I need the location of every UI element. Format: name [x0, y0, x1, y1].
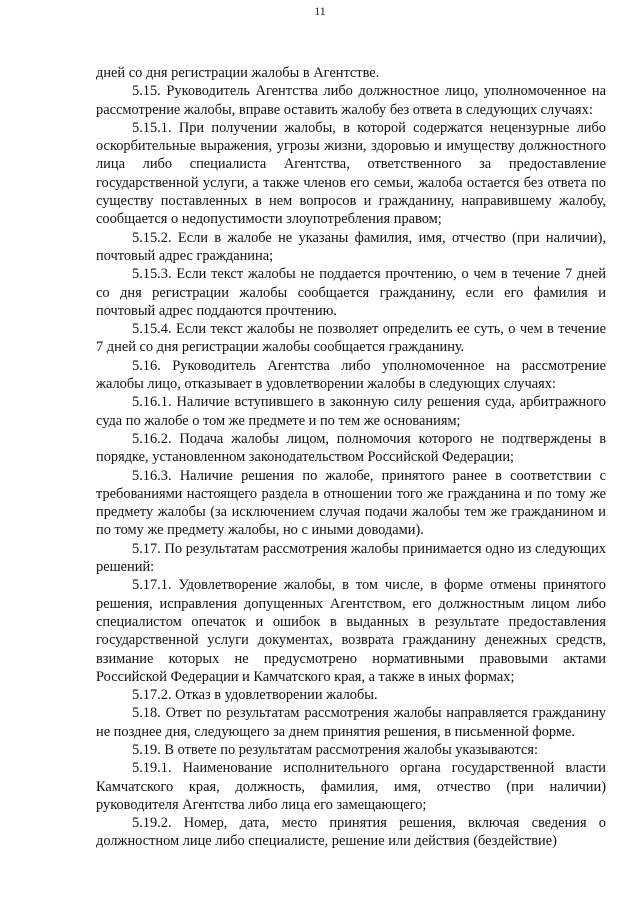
paragraph: 5.16. Руководитель Агентства либо уполномоченное на рассмотрение жалобы лицо, отказывает в удовлетворении жалобы в следующих случаях:: [96, 357, 606, 393]
paragraph: 5.16.3. Наличие решения по жалобе, принятого ранее в соответствии с требованиями настоящего раздела в отношении того же гражданина и по тому же предмету жалобы (за исключением случая подачи жалобы тем же гражданином и по тому же предмету жалобы, но с иными доводами).: [96, 467, 606, 539]
paragraph: 5.15.3. Если текст жалобы не поддается прочтению, о чем в течение 7 дней со дня регистрации жалобы сообщается гражданину, если его фамилия и почтовый адрес поддаются прочтению.: [96, 266, 606, 319]
paragraph: 5.15.1. При получении жалобы, в которой содержатся нецензурные либо оскорбительные выражения, угрозы жизни, здоровью и имуществу должностного лица либо специалиста Агентства, ответственного за предоставление государственной услуги, а также членов его семьи, жалоба остается без ответа по существу поставленных в нем вопросов и гражданину, направившему жалобу, сообщается о недопустимости злоупотребления правом;: [96, 119, 606, 228]
paragraph: 5.15. Руководитель Агентства либо должностное лицо, уполномоченное на рассмотрение жалобы, вправе оставить жалобу без ответа в следующих случаях:: [96, 83, 606, 118]
paragraph: 5.16.1. Наличие вступившего в законную силу решения суда, арбитражного суда по жалобе о том же предмете и по тем же основаниям;: [96, 394, 606, 429]
paragraph: 5.17. По результатам рассмотрения жалобы принимается одно из следующих решений:: [96, 540, 606, 576]
paragraph: 5.17.1. Удовлетворение жалобы, в том числе, в форме отмены принятого решения, исправления допущенных Агентством, его должностным лицом либо специалистом опечаток и ошибок в выданных в результате предоставления государственной услуги документах, возврата гражданину денежных средств, взимание которых не предусмотрено нормативными правовыми актами Российской Федерации и Камчатского края, а также в иных формах;: [96, 577, 606, 685]
paragraph: 5.19.1. Наименование исполнительного органа государственной власти Камчатского края, должность, фамилия, имя, отчество (при наличии) руководителя Агентства либо лица его замещающего;: [96, 760, 606, 813]
page-number: 11: [314, 4, 326, 18]
paragraph: 5.19.2. Номер, дата, место принятия решения, включая сведения о должностном лице либо специалисте, решение или действия (бездействие): [96, 815, 606, 850]
paragraph: 5.19. В ответе по результатам рассмотрения жалобы указываются:: [132, 741, 538, 758]
paragraph: 5.16.2. Подача жалобы лицом, полномочия которого не подтверждены в порядке, установленном законодательством Российской Федерации;: [96, 430, 606, 466]
document-body: [96, 64, 606, 851]
paragraph: дней со дня регистрации жалобы в Агентстве.: [96, 65, 380, 81]
paragraph: 5.15.4. Если текст жалобы не позволяет определить ее суть, о чем в течение 7 дней со дня регистрации жалобы сообщается гражданину.: [96, 321, 606, 356]
paragraph: 5.15.2. Если в жалобе не указаны фамилия, имя, отчество (при наличии), почтовый адрес гражданина;: [96, 229, 606, 264]
paragraph: 5.18. Ответ по результатам рассмотрения жалобы направляется гражданину не позднее дня, следующего за днем принятия решения, в письменной форме.: [96, 705, 606, 740]
paragraph: 5.17.2. Отказ в удовлетворении жалобы.: [132, 687, 378, 704]
